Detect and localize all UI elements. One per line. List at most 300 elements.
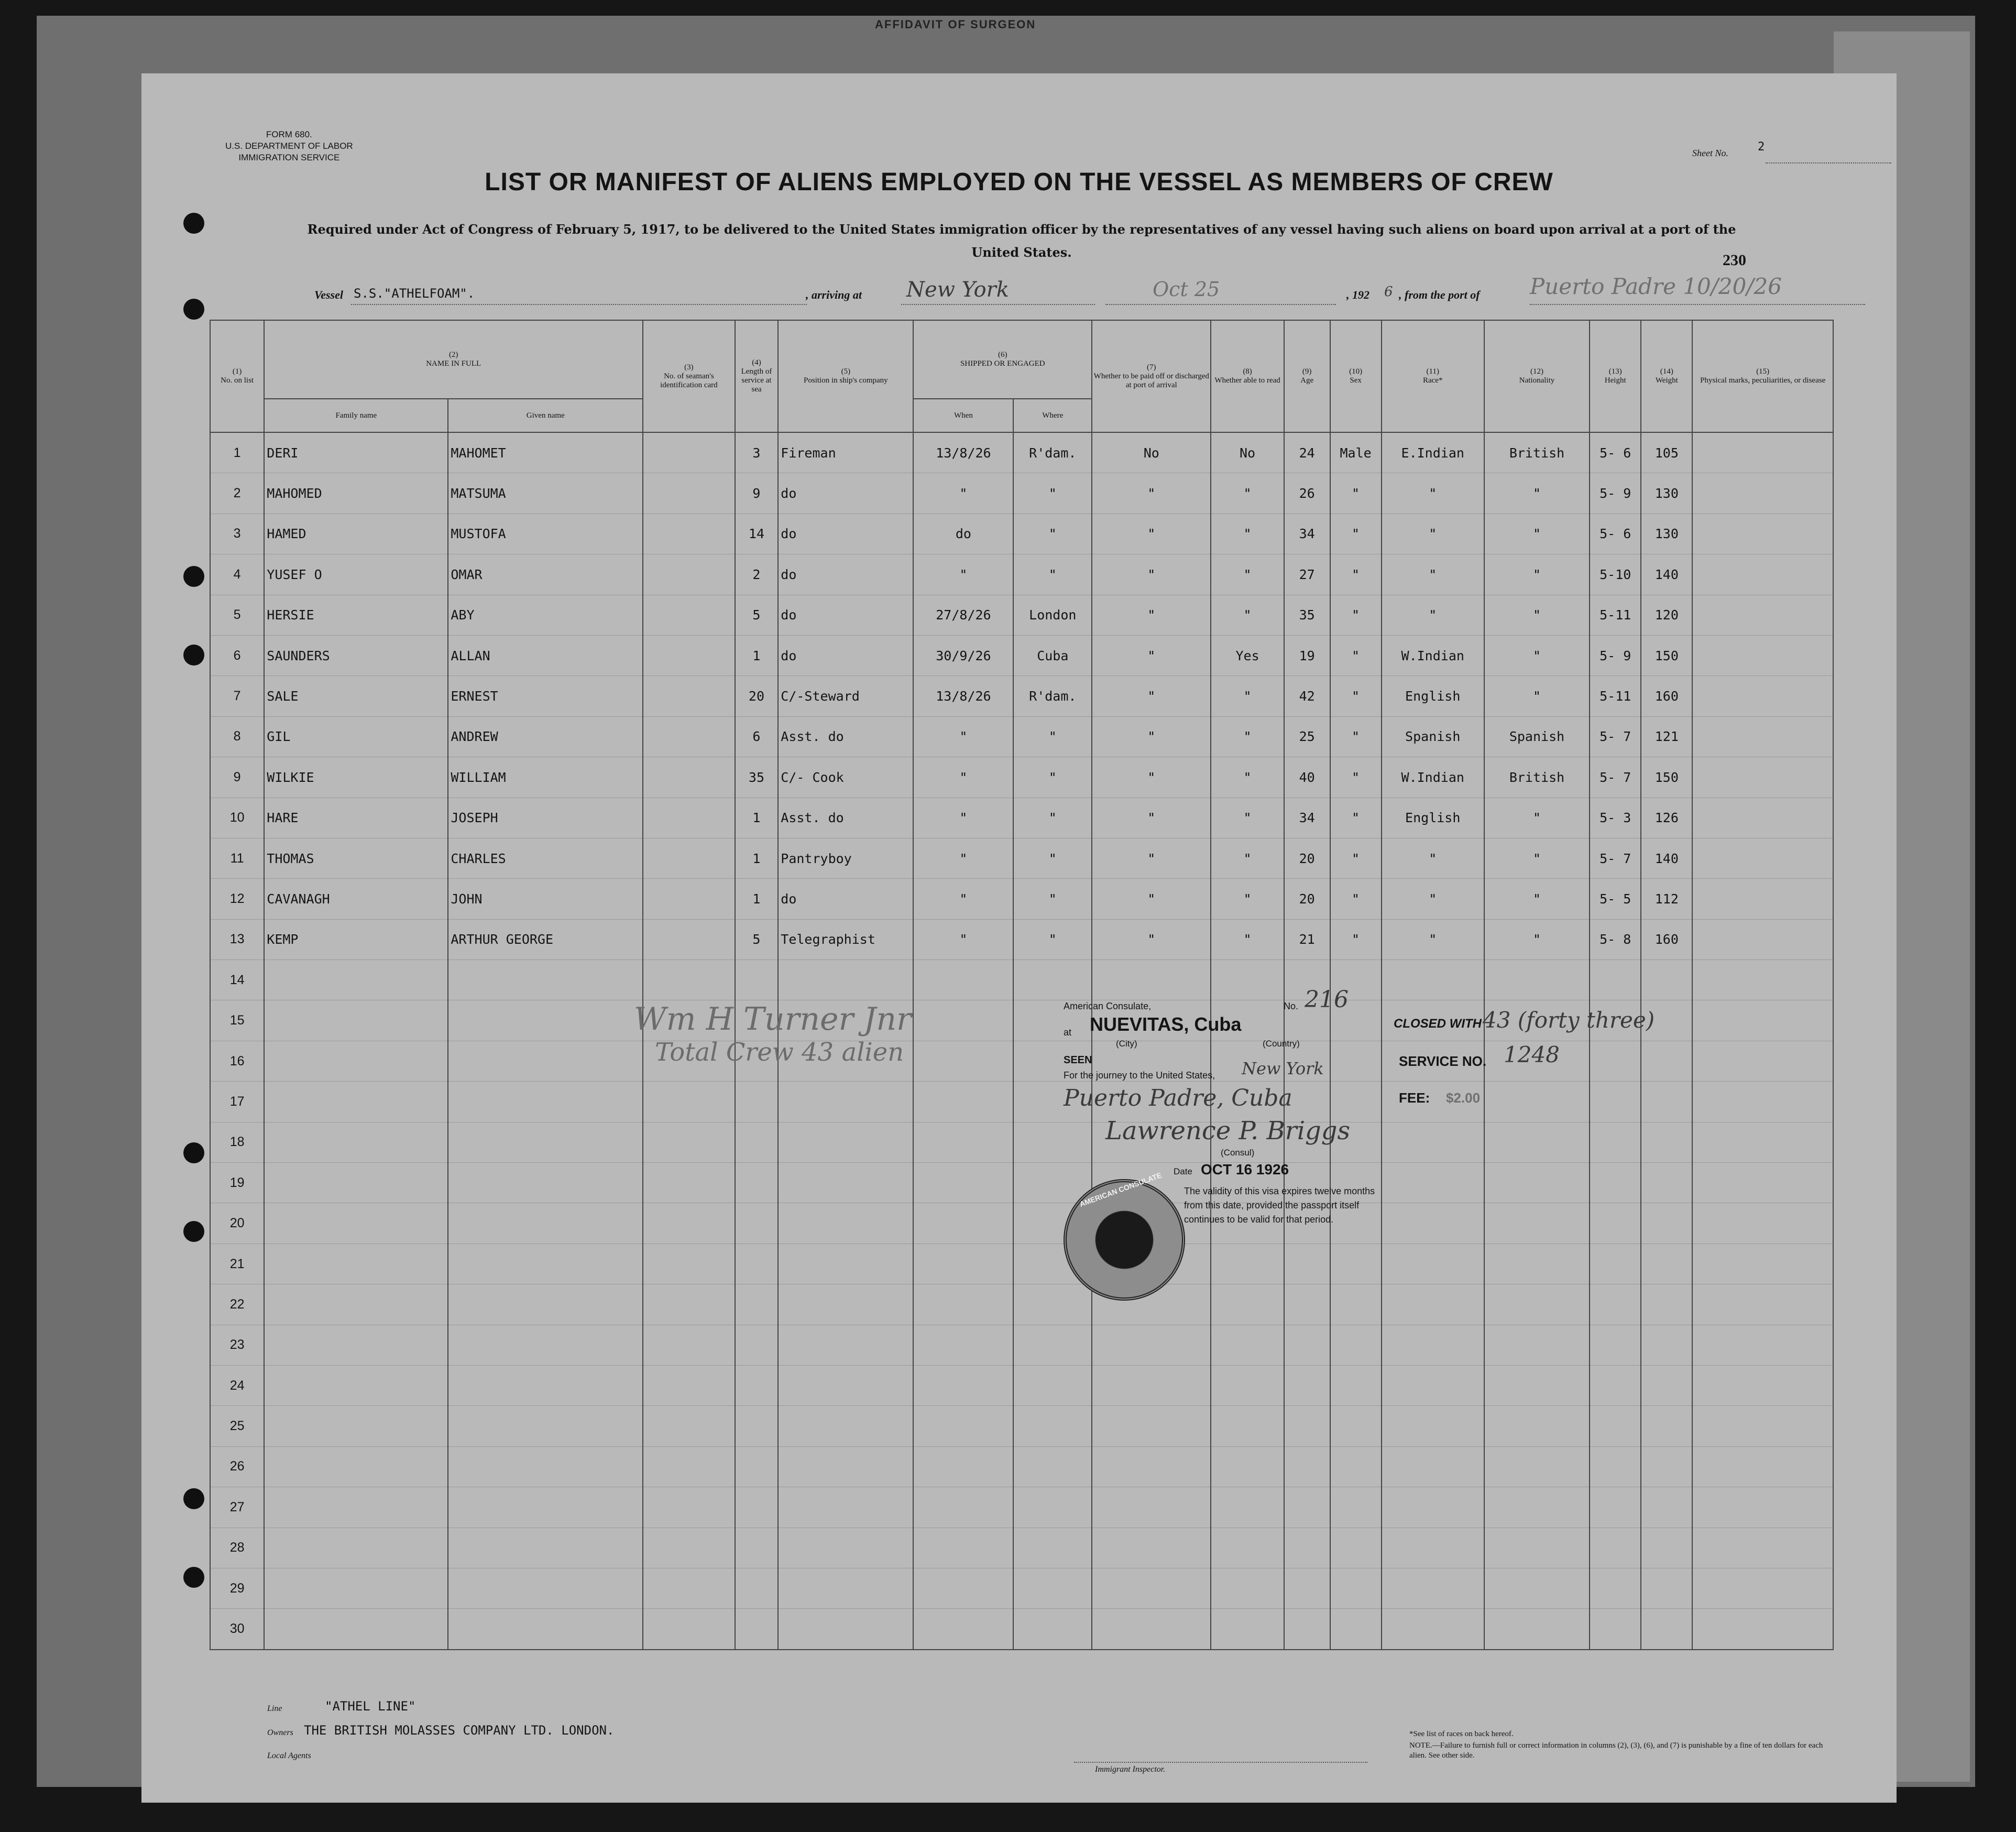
cell-shipped-when: " bbox=[913, 798, 1013, 838]
cell-race: English bbox=[1382, 798, 1484, 838]
cell-paid-off: " bbox=[1092, 676, 1211, 716]
punch-hole bbox=[183, 1221, 204, 1242]
cell-paid-off: " bbox=[1092, 757, 1211, 798]
cell-nationality: " bbox=[1484, 676, 1590, 716]
table-row bbox=[210, 676, 1833, 716]
cell-age: 19 bbox=[1284, 635, 1330, 675]
cell-id-card bbox=[643, 838, 735, 878]
closed-with-value: 43 (forty three) bbox=[1483, 1007, 1655, 1033]
cell-shipped-where: " bbox=[1013, 473, 1092, 514]
cell-family-name bbox=[264, 1487, 448, 1528]
cell-service-length bbox=[735, 1487, 779, 1528]
cell-sex bbox=[1330, 1528, 1382, 1568]
cell-height bbox=[1590, 1446, 1641, 1487]
sheet-number-line bbox=[1766, 162, 1891, 163]
cell-able-to-read: " bbox=[1211, 798, 1284, 838]
cell-service-length bbox=[735, 1528, 779, 1568]
cell-service-length bbox=[735, 1244, 779, 1284]
cell-row-number: 27 bbox=[210, 1487, 264, 1528]
cell-paid-off: " bbox=[1092, 716, 1211, 757]
cell-id-card bbox=[643, 676, 735, 716]
col-header-age: (9) Age bbox=[1284, 320, 1330, 432]
table-row bbox=[210, 432, 1833, 473]
cell-row-number: 20 bbox=[210, 1203, 264, 1244]
cell-service-length bbox=[735, 1609, 779, 1650]
cell-shipped-when: " bbox=[913, 879, 1013, 919]
cell-paid-off: " bbox=[1092, 514, 1211, 554]
cell-given-name: ARTHUR GEORGE bbox=[448, 919, 643, 959]
cell-race: " bbox=[1382, 879, 1484, 919]
cell-shipped-where: " bbox=[1013, 514, 1092, 554]
cell-able-to-read: " bbox=[1211, 595, 1284, 635]
cell-row-number: 5 bbox=[210, 595, 264, 635]
cell-sex bbox=[1330, 1446, 1382, 1487]
fee-value: $2.00 bbox=[1446, 1090, 1481, 1106]
cell-weight bbox=[1641, 1568, 1692, 1608]
cell-position bbox=[778, 1365, 913, 1405]
col-header-id-card: (3) No. of seaman's identification card bbox=[643, 320, 735, 432]
signature-annotation: Wm H Turner Jnr bbox=[634, 1001, 912, 1038]
cell-shipped-when bbox=[913, 1487, 1013, 1528]
cell-sex: " bbox=[1330, 473, 1382, 514]
table-row bbox=[210, 757, 1833, 798]
cell-race bbox=[1382, 1609, 1484, 1650]
cell-weight: 121 bbox=[1641, 716, 1692, 757]
cell-nationality bbox=[1484, 1609, 1590, 1650]
cell-able-to-read: " bbox=[1211, 838, 1284, 878]
cell-position: Pantryboy bbox=[778, 838, 913, 878]
cell-position: do bbox=[778, 554, 913, 595]
cell-physical-marks bbox=[1692, 595, 1833, 635]
cell-weight bbox=[1641, 1446, 1692, 1487]
cell-physical-marks bbox=[1692, 1609, 1833, 1650]
cell-service-length bbox=[735, 1122, 779, 1162]
cell-service-length: 1 bbox=[735, 838, 779, 878]
cell-weight: 120 bbox=[1641, 595, 1692, 635]
cell-id-card bbox=[643, 1365, 735, 1405]
from-port-line bbox=[1530, 304, 1865, 305]
inspector-line bbox=[1074, 1762, 1367, 1763]
cell-position: do bbox=[778, 473, 913, 514]
cell-service-length: 3 bbox=[735, 432, 779, 473]
cell-id-card bbox=[643, 757, 735, 798]
cell-paid-off bbox=[1092, 1446, 1211, 1487]
cell-id-card bbox=[643, 879, 735, 919]
cell-shipped-where bbox=[1013, 1406, 1092, 1446]
cell-row-number: 28 bbox=[210, 1528, 264, 1568]
fee-label: FEE: bbox=[1399, 1090, 1430, 1106]
cell-physical-marks bbox=[1692, 1406, 1833, 1446]
table-row bbox=[210, 595, 1833, 635]
cell-able-to-read: No bbox=[1211, 432, 1284, 473]
vessel-name: S.S."ATHELFOAM". bbox=[354, 286, 475, 301]
cell-race: English bbox=[1382, 676, 1484, 716]
cell-family-name bbox=[264, 1284, 448, 1325]
cell-given-name bbox=[448, 1609, 643, 1650]
cell-given-name bbox=[448, 1284, 643, 1325]
cell-paid-off bbox=[1092, 1609, 1211, 1650]
cell-given-name: ALLAN bbox=[448, 635, 643, 675]
cell-sex bbox=[1330, 1609, 1382, 1650]
consulate-label: American Consulate, bbox=[1064, 1001, 1152, 1011]
cell-position bbox=[778, 1203, 913, 1244]
table-row bbox=[210, 798, 1833, 838]
cell-shipped-where: " bbox=[1013, 757, 1092, 798]
cell-position bbox=[778, 1609, 913, 1650]
cell-height: 5- 7 bbox=[1590, 757, 1641, 798]
stamp-number: 230 bbox=[1723, 252, 1746, 269]
cell-height: 5- 5 bbox=[1590, 879, 1641, 919]
cell-row-number: 15 bbox=[210, 1000, 264, 1041]
cell-shipped-when bbox=[913, 1325, 1013, 1365]
cell-paid-off: " bbox=[1092, 473, 1211, 514]
cell-weight: 160 bbox=[1641, 676, 1692, 716]
cell-service-length bbox=[735, 1406, 779, 1446]
cell-family-name: DERI bbox=[264, 432, 448, 473]
cell-id-card bbox=[643, 1568, 735, 1608]
cell-race: " bbox=[1382, 838, 1484, 878]
cell-nationality bbox=[1484, 1568, 1590, 1608]
table-row bbox=[210, 716, 1833, 757]
cell-given-name: ANDREW bbox=[448, 716, 643, 757]
cell-physical-marks bbox=[1692, 1487, 1833, 1528]
cell-sex: " bbox=[1330, 554, 1382, 595]
form-number: FORM 680. bbox=[266, 129, 312, 139]
cell-physical-marks bbox=[1692, 473, 1833, 514]
page-title: LIST OR MANIFEST OF ALIENS EMPLOYED ON THE VESSEL AS MEMBERS OF CREW bbox=[485, 168, 1553, 196]
total-crew-annotation: Total Crew 43 alien bbox=[655, 1038, 904, 1067]
cell-sex: " bbox=[1330, 838, 1382, 878]
cell-race: " bbox=[1382, 473, 1484, 514]
cell-id-card bbox=[643, 1244, 735, 1284]
cell-family-name bbox=[264, 960, 448, 1000]
cell-age bbox=[1284, 1609, 1330, 1650]
cell-position: do bbox=[778, 595, 913, 635]
at-label: at bbox=[1064, 1027, 1072, 1038]
cell-weight bbox=[1641, 1406, 1692, 1446]
cell-position: Asst. do bbox=[778, 716, 913, 757]
punch-hole bbox=[183, 299, 204, 320]
cell-sex bbox=[1330, 1406, 1382, 1446]
cell-service-length: 6 bbox=[735, 716, 779, 757]
table-row bbox=[210, 1446, 1833, 1487]
table-row bbox=[210, 1406, 1833, 1446]
cell-race bbox=[1382, 1568, 1484, 1608]
cell-service-length: 1 bbox=[735, 879, 779, 919]
cell-family-name bbox=[264, 1568, 448, 1608]
cell-paid-off bbox=[1092, 1406, 1211, 1446]
consul-signature: Lawrence P. Briggs bbox=[1105, 1116, 1351, 1146]
cell-shipped-where: " bbox=[1013, 919, 1092, 959]
cell-height bbox=[1590, 1568, 1641, 1608]
stamp-date: OCT 16 1926 bbox=[1201, 1161, 1289, 1177]
cell-given-name: MUSTOFA bbox=[448, 514, 643, 554]
cell-nationality: " bbox=[1484, 838, 1590, 878]
cell-position bbox=[778, 1325, 913, 1365]
cell-service-length: 1 bbox=[735, 635, 779, 675]
cell-row-number: 24 bbox=[210, 1365, 264, 1405]
cell-race: W.Indian bbox=[1382, 635, 1484, 675]
table-row bbox=[210, 879, 1833, 919]
cell-sex: " bbox=[1330, 514, 1382, 554]
cell-family-name bbox=[264, 1446, 448, 1487]
table-row bbox=[210, 1487, 1833, 1528]
cell-row-number: 1 bbox=[210, 432, 264, 473]
cell-shipped-where: " bbox=[1013, 838, 1092, 878]
cell-position bbox=[778, 1446, 913, 1487]
cell-sex bbox=[1330, 1568, 1382, 1608]
cell-able-to-read: " bbox=[1211, 473, 1284, 514]
cell-given-name bbox=[448, 1487, 643, 1528]
cell-family-name bbox=[264, 1244, 448, 1284]
cell-position: do bbox=[778, 879, 913, 919]
cell-age: 26 bbox=[1284, 473, 1330, 514]
cell-race: " bbox=[1382, 919, 1484, 959]
cell-given-name: JOHN bbox=[448, 879, 643, 919]
cell-given-name bbox=[448, 1000, 643, 1041]
cell-age: 21 bbox=[1284, 919, 1330, 959]
cell-able-to-read bbox=[1211, 1487, 1284, 1528]
consulate-seal bbox=[1064, 1171, 1185, 1301]
cell-family-name: SALE bbox=[264, 676, 448, 716]
cell-able-to-read: " bbox=[1211, 554, 1284, 595]
cell-able-to-read bbox=[1211, 1609, 1284, 1650]
cell-race: Spanish bbox=[1382, 716, 1484, 757]
cell-shipped-when: " bbox=[913, 716, 1013, 757]
cell-able-to-read: " bbox=[1211, 716, 1284, 757]
cell-weight: 126 bbox=[1641, 798, 1692, 838]
backing-sheet-title: AFFIDAVIT OF SURGEON bbox=[875, 18, 1036, 31]
service-no-label: SERVICE NO. bbox=[1399, 1053, 1487, 1069]
cell-id-card bbox=[643, 1203, 735, 1244]
from-port: Puerto Padre 10/20/26 bbox=[1530, 274, 1782, 299]
cell-shipped-when bbox=[913, 1041, 1013, 1081]
cell-service-length: 14 bbox=[735, 514, 779, 554]
cell-able-to-read: " bbox=[1211, 514, 1284, 554]
cell-paid-off bbox=[1092, 1487, 1211, 1528]
cell-race bbox=[1382, 1487, 1484, 1528]
cell-shipped-when bbox=[913, 1082, 1013, 1122]
col-header-read: (8) Whether able to read bbox=[1211, 320, 1284, 432]
cell-row-number: 29 bbox=[210, 1568, 264, 1608]
stamp-date-label: Date bbox=[1174, 1166, 1192, 1176]
table-row bbox=[210, 635, 1833, 675]
cell-service-length: 35 bbox=[735, 757, 779, 798]
cell-shipped-where bbox=[1013, 1609, 1092, 1650]
cell-id-card bbox=[643, 798, 735, 838]
cell-race: " bbox=[1382, 595, 1484, 635]
cell-shipped-when bbox=[913, 1000, 1013, 1041]
consulate-city: NUEVITAS, Cuba bbox=[1090, 1013, 1242, 1035]
cell-service-length bbox=[735, 1568, 779, 1608]
cell-nationality: " bbox=[1484, 879, 1590, 919]
cell-physical-marks bbox=[1692, 879, 1833, 919]
journey-label: For the journey to the United States, bbox=[1064, 1070, 1215, 1081]
cell-service-length bbox=[735, 1325, 779, 1365]
cell-given-name bbox=[448, 960, 643, 1000]
cell-given-name bbox=[448, 1203, 643, 1244]
cell-family-name bbox=[264, 1609, 448, 1650]
cell-shipped-when: " bbox=[913, 757, 1013, 798]
cell-row-number: 23 bbox=[210, 1325, 264, 1365]
cell-given-name bbox=[448, 1122, 643, 1162]
cell-service-length bbox=[735, 1203, 779, 1244]
cell-shipped-where bbox=[1013, 1365, 1092, 1405]
cell-sex: " bbox=[1330, 919, 1382, 959]
cell-race bbox=[1382, 1406, 1484, 1446]
cell-able-to-read: " bbox=[1211, 757, 1284, 798]
form-identifier bbox=[225, 129, 353, 163]
cell-age: 35 bbox=[1284, 595, 1330, 635]
cell-weight bbox=[1641, 1609, 1692, 1650]
table-row bbox=[210, 919, 1833, 959]
cell-row-number: 11 bbox=[210, 838, 264, 878]
cell-weight: 140 bbox=[1641, 838, 1692, 878]
cell-height: 5-11 bbox=[1590, 676, 1641, 716]
cell-service-length bbox=[735, 1082, 779, 1122]
from-port-label: , from the port of bbox=[1399, 288, 1480, 301]
cell-weight: 130 bbox=[1641, 514, 1692, 554]
cell-shipped-when: " bbox=[913, 473, 1013, 514]
table-row bbox=[210, 1365, 1833, 1405]
cell-id-card bbox=[643, 432, 735, 473]
cell-shipped-where bbox=[1013, 1528, 1092, 1568]
cell-row-number: 22 bbox=[210, 1284, 264, 1325]
cell-nationality bbox=[1484, 1365, 1590, 1405]
cell-id-card bbox=[643, 635, 735, 675]
cell-given-name bbox=[448, 1365, 643, 1405]
table-row bbox=[210, 1568, 1833, 1608]
cell-age: 24 bbox=[1284, 432, 1330, 473]
cell-height: 5- 6 bbox=[1590, 514, 1641, 554]
cell-row-number: 13 bbox=[210, 919, 264, 959]
cell-given-name bbox=[448, 1041, 643, 1081]
cell-shipped-when: 27/8/26 bbox=[913, 595, 1013, 635]
cell-height bbox=[1590, 1406, 1641, 1446]
cell-id-card bbox=[643, 1609, 735, 1650]
cell-shipped-where: " bbox=[1013, 716, 1092, 757]
cell-sex: " bbox=[1330, 635, 1382, 675]
form-department: U.S. DEPARTMENT OF LABOR bbox=[225, 141, 353, 151]
cell-shipped-when bbox=[913, 1528, 1013, 1568]
city-label: (City) bbox=[1116, 1039, 1137, 1049]
cell-nationality bbox=[1484, 1487, 1590, 1528]
cell-position bbox=[778, 1163, 913, 1203]
cell-sex: " bbox=[1330, 676, 1382, 716]
penalty-note: NOTE.—Failure to furnish full or correct information in columns (2), (3), (6), and (7) is punishable by a fine of ten dollars for each alien. See other side. bbox=[1409, 1741, 1823, 1760]
cell-family-name: SAUNDERS bbox=[264, 635, 448, 675]
cell-physical-marks bbox=[1692, 1365, 1833, 1405]
cell-service-length: 5 bbox=[735, 919, 779, 959]
arriving-label: , arriving at bbox=[806, 288, 862, 301]
cell-paid-off bbox=[1092, 1528, 1211, 1568]
cell-position: C/-Steward bbox=[778, 676, 913, 716]
cell-id-card bbox=[643, 1163, 735, 1203]
cell-id-card bbox=[643, 595, 735, 635]
cell-able-to-read bbox=[1211, 1568, 1284, 1608]
cell-weight: 150 bbox=[1641, 635, 1692, 675]
cell-position: do bbox=[778, 635, 913, 675]
cell-service-length: 1 bbox=[735, 798, 779, 838]
cell-family-name bbox=[264, 1406, 448, 1446]
cell-paid-off bbox=[1092, 1568, 1211, 1608]
cell-shipped-when: " bbox=[913, 838, 1013, 878]
cell-nationality bbox=[1484, 1406, 1590, 1446]
page-subtitle: Required under Act of Congress of February 5, 1917, to be delivered to the United States immigration officer by the representatives of any vessel having such aliens on board upon arrival at a port of the United States. bbox=[307, 222, 1736, 260]
cell-nationality: " bbox=[1484, 514, 1590, 554]
cell-able-to-read bbox=[1211, 1528, 1284, 1568]
cell-paid-off: " bbox=[1092, 595, 1211, 635]
cell-row-number: 6 bbox=[210, 635, 264, 675]
cell-row-number: 19 bbox=[210, 1163, 264, 1203]
cell-family-name bbox=[264, 1365, 448, 1405]
cell-id-card bbox=[643, 1528, 735, 1568]
col-header-race: (11) Race* bbox=[1382, 320, 1484, 432]
col-header-nationality: (12) Nationality bbox=[1484, 320, 1590, 432]
cell-id-card bbox=[643, 960, 735, 1000]
cell-given-name bbox=[448, 1325, 643, 1365]
local-agents-label: Local Agents bbox=[267, 1751, 311, 1760]
punch-hole bbox=[183, 1567, 204, 1588]
cell-family-name: HAMED bbox=[264, 514, 448, 554]
cell-row-number: 2 bbox=[210, 473, 264, 514]
manifest-sheet bbox=[141, 73, 1897, 1803]
cell-physical-marks bbox=[1692, 1446, 1833, 1487]
cell-physical-marks bbox=[1692, 554, 1833, 595]
races-note: *See list of races on back hereof. bbox=[1409, 1730, 1514, 1738]
cell-age: 20 bbox=[1284, 879, 1330, 919]
cell-physical-marks bbox=[1692, 716, 1833, 757]
cell-shipped-where bbox=[1013, 1568, 1092, 1608]
cell-able-to-read: " bbox=[1211, 919, 1284, 959]
cell-row-number: 4 bbox=[210, 554, 264, 595]
cell-nationality: Spanish bbox=[1484, 716, 1590, 757]
cell-family-name: YUSEF O bbox=[264, 554, 448, 595]
table-row bbox=[210, 473, 1833, 514]
cell-height: 5- 6 bbox=[1590, 432, 1641, 473]
cell-shipped-when bbox=[913, 1406, 1013, 1446]
owners-label: Owners bbox=[267, 1728, 293, 1737]
col-header-sex: (10) Sex bbox=[1330, 320, 1382, 432]
cell-physical-marks bbox=[1692, 757, 1833, 798]
col-header-given-name: Given name bbox=[448, 399, 643, 432]
cell-shipped-when bbox=[913, 1568, 1013, 1608]
cell-shipped-when bbox=[913, 1122, 1013, 1162]
cell-family-name bbox=[264, 1163, 448, 1203]
cell-position: Telegraphist bbox=[778, 919, 913, 959]
cell-height: 5- 8 bbox=[1590, 919, 1641, 959]
cell-id-card bbox=[643, 1406, 735, 1446]
cell-id-card bbox=[643, 1082, 735, 1122]
cell-height bbox=[1590, 1365, 1641, 1405]
cell-race: " bbox=[1382, 514, 1484, 554]
cell-given-name: WILLIAM bbox=[448, 757, 643, 798]
service-no: 1248 bbox=[1504, 1042, 1560, 1067]
cell-paid-off: " bbox=[1092, 838, 1211, 878]
cell-nationality: " bbox=[1484, 554, 1590, 595]
consul-label: (Consul) bbox=[1221, 1148, 1255, 1158]
cell-weight bbox=[1641, 1528, 1692, 1568]
punch-hole bbox=[183, 1488, 204, 1509]
journey-origin: Puerto Padre, Cuba bbox=[1064, 1085, 1292, 1111]
cell-nationality: " bbox=[1484, 919, 1590, 959]
cell-age bbox=[1284, 1568, 1330, 1608]
cell-family-name bbox=[264, 1528, 448, 1568]
cell-service-length bbox=[735, 1284, 779, 1325]
col-header-position: (5) Position in ship's company bbox=[778, 320, 913, 432]
col-header-height: (13) Height bbox=[1590, 320, 1641, 432]
cell-paid-off: No bbox=[1092, 432, 1211, 473]
